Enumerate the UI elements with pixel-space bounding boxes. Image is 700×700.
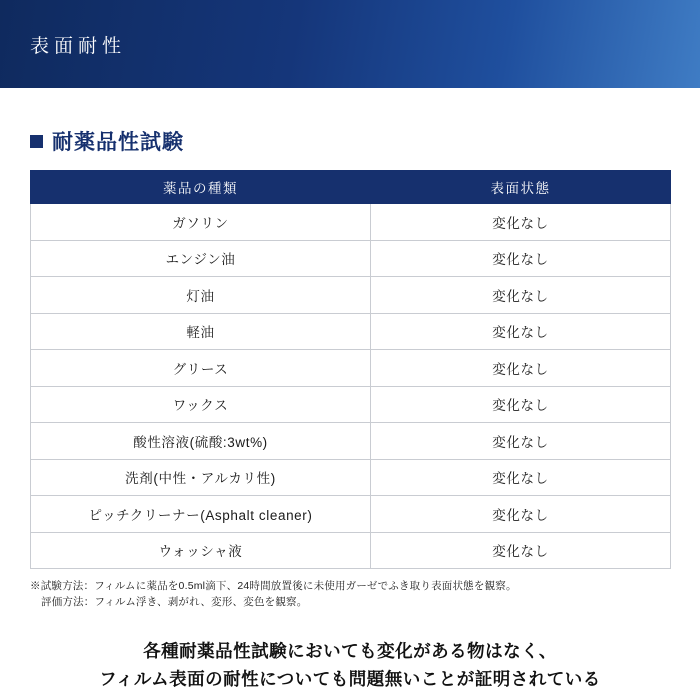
column-header-surface: 表面状態 — [371, 171, 671, 204]
note-evaluation-method: 評価方法：フィルム浮き、剥がれ、変形、変色を観察。 — [41, 596, 308, 609]
cell-chemical: ワックス — [31, 386, 371, 423]
table-row — [31, 423, 671, 460]
page-title: 表面耐性 — [30, 35, 127, 57]
table-row — [31, 313, 671, 350]
section-title: 耐薬品性試験 — [52, 131, 184, 154]
cell-chemical: ガソリン — [31, 204, 371, 241]
conclusion-line-2: フィルム表面の耐性についても問題無いことが証明されている — [99, 669, 601, 690]
cell-chemical: エンジン油 — [31, 240, 371, 277]
cell-surface-state: 変化なし — [371, 277, 671, 314]
cell-surface-state: 変化なし — [371, 386, 671, 423]
table-body — [31, 204, 671, 569]
cell-surface-state: 変化なし — [371, 496, 671, 533]
cell-surface-state: 変化なし — [371, 350, 671, 387]
table-row — [31, 532, 671, 569]
header-banner — [0, 0, 700, 88]
cell-chemical: 軽油 — [31, 313, 371, 350]
table-row — [31, 277, 671, 314]
cell-surface-state: 変化なし — [371, 459, 671, 496]
notes-block — [30, 578, 700, 611]
section-header — [30, 126, 700, 156]
column-header-chemical: 薬品の種類 — [31, 171, 371, 204]
cell-chemical: グリース — [31, 350, 371, 387]
conclusion-line-1: 各種耐薬品性試験においても変化がある物はなく、 — [143, 640, 557, 661]
cell-surface-state: 変化なし — [371, 423, 671, 460]
cell-chemical: 洗剤(中性・アルカリ性) — [31, 459, 371, 496]
conclusion-block — [0, 637, 700, 695]
table-row — [31, 240, 671, 277]
table-row — [31, 350, 671, 387]
note-test-method: ※試験方法：フィルムに薬品を0.5ml滴下、24時間放置後に未使用ガーゼでふき取り表面状態を観察。 — [30, 580, 517, 592]
cell-chemical: 酸性溶液(硫酸:3wt%) — [31, 423, 371, 460]
table-row — [31, 386, 671, 423]
cell-surface-state: 変化なし — [371, 532, 671, 569]
table-header-row — [31, 171, 671, 204]
cell-surface-state: 変化なし — [371, 313, 671, 350]
table-row — [31, 204, 671, 241]
square-marker-icon — [30, 135, 43, 148]
cell-chemical: 灯油 — [31, 277, 371, 314]
cell-chemical: ウォッシャ液 — [31, 532, 371, 569]
cell-surface-state: 変化なし — [371, 240, 671, 277]
cell-surface-state: 変化なし — [371, 204, 671, 241]
cell-chemical: ピッチクリーナー(Asphalt cleaner) — [31, 496, 371, 533]
table-row — [31, 496, 671, 533]
chemical-resistance-table — [30, 170, 671, 569]
table-row — [31, 459, 671, 496]
